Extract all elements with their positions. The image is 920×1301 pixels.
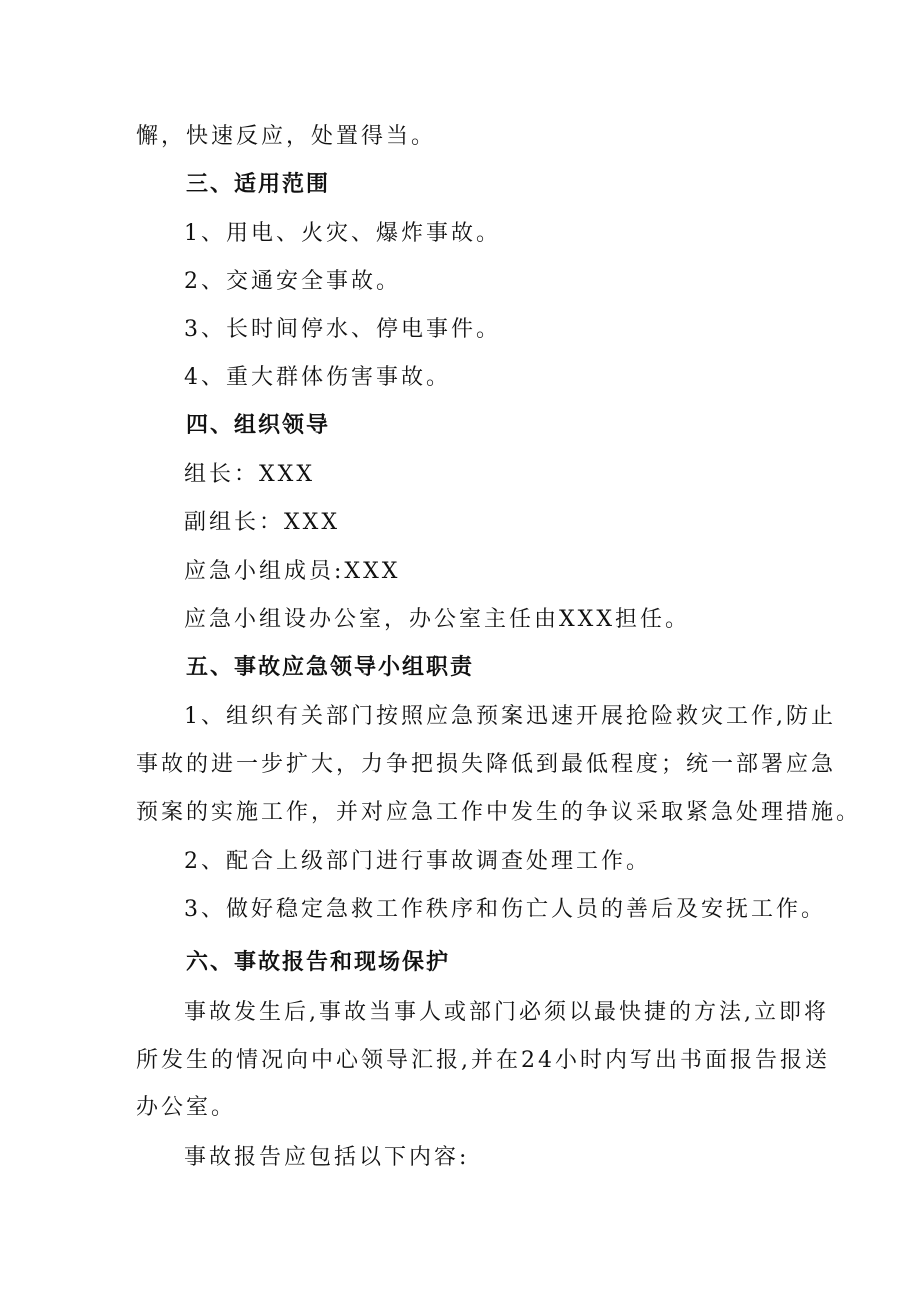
report-para-line-2: 所发生的情况向中心领导汇报,并在24小时内写出书面报告报送 [136,1048,830,1073]
duty-item-1-line-1: 1、组织有关部门按照应急预案迅速开展抢险救灾工作,防止 [184,704,836,729]
scope-item-2: 2、交通安全事故。 [184,269,401,294]
office-line: 应急小组设办公室，办公室主任由XXX担任。 [184,607,690,632]
section-heading-duties: 五、事故应急领导小组职责 [186,655,475,680]
paragraph-continuation: 懈，快速反应，处置得当。 [136,124,437,149]
report-para-line-1: 事故发生后,事故当事人或部门必须以最快捷的方法,立即将 [184,1000,829,1025]
scope-item-4: 4、重大群体伤害事故。 [184,365,451,390]
section-heading-leadership: 四、组织领导 [186,413,331,438]
duty-item-1-line-3: 预案的实施工作，并对应急工作中发生的争议采取紧急处理措施。 [136,800,862,825]
report-content-intro: 事故报告应包括以下内容: [184,1145,470,1170]
members-line: 应急小组成员:XXX [184,559,401,584]
leader-line: 组长：XXX [184,462,315,487]
section-heading-report: 六、事故报告和现场保护 [186,950,451,975]
report-para-line-3: 办公室。 [136,1095,237,1120]
duty-item-1-line-2: 事故的进一步扩大，力争把损失降低到最低程度；统一部署应急 [136,752,837,777]
deputy-leader-line: 副组长：XXX [184,510,340,535]
scope-item-3: 3、长时间停水、停电事件。 [184,317,501,342]
duty-item-3: 3、做好稳定急救工作秩序和伤亡人员的善后及安抚工作。 [184,897,826,922]
section-heading-scope: 三、适用范围 [186,172,331,197]
duty-item-2: 2、配合上级部门进行事故调查处理工作。 [184,849,651,874]
scope-item-1: 1、用电、火灾、爆炸事故。 [184,221,501,246]
